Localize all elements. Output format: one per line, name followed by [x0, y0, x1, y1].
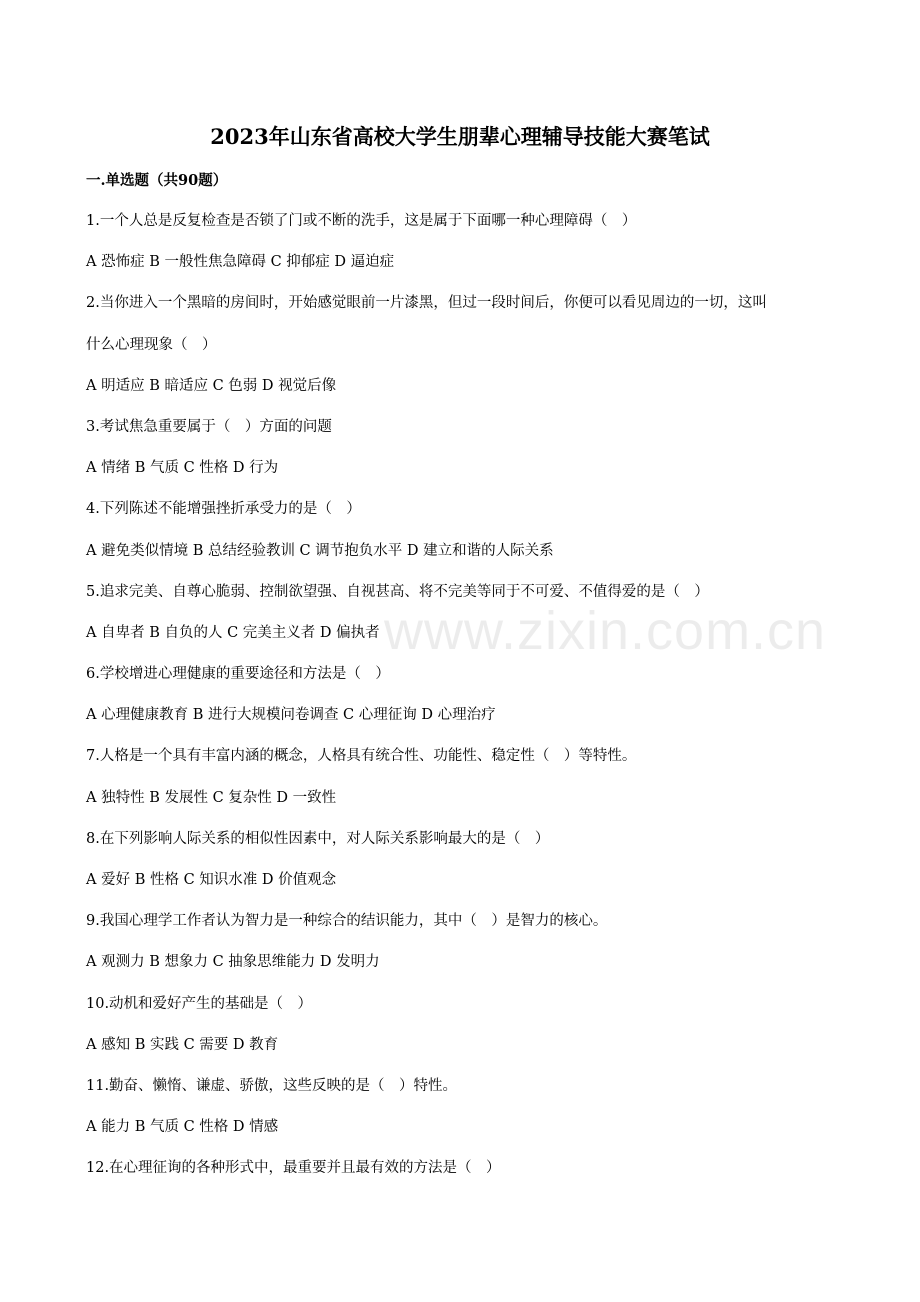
- question-line: 7.人格是一个具有丰富内涵的概念，人格具有统合性、功能性、稳定性（ ）等特性。: [86, 748, 637, 765]
- answer-options: A 爱好 B 性格 C 知识水准 D 价值观念: [86, 872, 337, 888]
- question-line: 4.下列陈述不能增强挫折承受力的是（ ）: [86, 501, 361, 518]
- answer-options: A 观测力 B 想象力 C 抽象思维能力 D 发明力: [86, 954, 380, 971]
- question-line: 8.在下列影响人际关系的相似性因素中，对人际关系影响最大的是（ ）: [86, 830, 550, 847]
- question-line: 6.学校增进心理健康的重要途径和方法是（ ）: [86, 666, 390, 683]
- question-line: 11.勤奋、懒惰、谦虚、骄傲，这些反映的是（ ）特性。: [86, 1077, 458, 1094]
- answer-options: A 情绪 B 气质 C 性格 D 行为: [86, 460, 279, 477]
- question-line: 9.我国心理学工作者认为智力是一种综合的结识能力，其中（ ）是智力的核心。: [86, 913, 608, 930]
- answer-options: A 心理健康教育 B 进行大规模问卷调查 C 心理征询 D 心理治疗: [86, 707, 496, 724]
- question-list: [86, 207, 846, 1196]
- question-line: 1.一个人总是反复检查是否锁了门或不断的洗手，这是属于下面哪一种心理障碍（ ）: [86, 213, 637, 229]
- question-line: 5.追求完美、自尊心脆弱、控制欲望强、自视甚高、将不完美等同于不可爱、不值得爱的是（ ）: [86, 583, 709, 600]
- question-line: 2.当你进入一个黑暗的房间时，开始感觉眼前一片漆黑，但过一段时间后，你便可以看见周边的一切，这叫: [86, 295, 767, 312]
- watermark: www.zixin.com.cn: [384, 601, 827, 661]
- question-line: 12.在心理征询的各种形式中，最重要并且最有效的方法是（ ）: [86, 1160, 501, 1177]
- answer-options: A 感知 B 实践 C 需要 D 教育: [86, 1036, 279, 1053]
- answer-options: A 独特性 B 发展性 C 复杂性 D 一致性: [86, 789, 337, 806]
- question-line: 3.考试焦急重要属于（ ）方面的问题: [86, 418, 332, 435]
- answer-options: A 明适应 B 暗适应 C 色弱 D 视觉后像: [86, 377, 337, 394]
- answer-options: A 自卑者 B 自负的人 C 完美主义者 D 偏执者: [86, 624, 380, 641]
- section-heading: 一.单选题（共90题）: [86, 172, 228, 189]
- answer-options: A 能力 B 气质 C 性格 D 情感: [86, 1119, 279, 1136]
- document-title: 2023年山东省高校大学生朋辈心理辅导技能大赛笔试: [210, 124, 710, 149]
- answer-options: A 恐怖症 B 一般性焦急障碍 C 抑郁症 D 逼迫症: [86, 254, 395, 271]
- question-line-continued: 什么心理现象（ ）: [86, 336, 217, 353]
- question-line: 10.动机和爱好产生的基础是（ ）: [86, 995, 313, 1012]
- answer-options: A 避免类似情境 B 总结经验教训 C 调节抱负水平 D 建立和谐的人际关系: [86, 542, 554, 559]
